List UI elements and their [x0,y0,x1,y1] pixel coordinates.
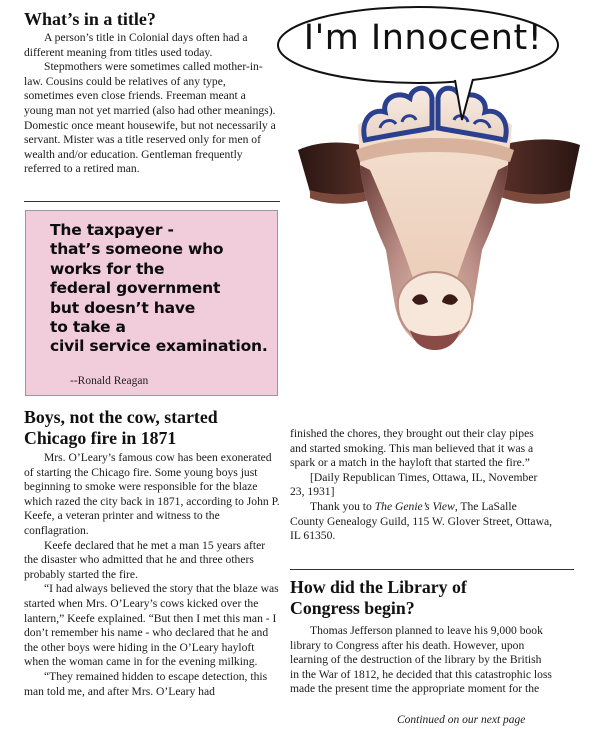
muzzle [398,272,472,342]
paragraph: [Daily Republican Times, Ottawa, IL, November 23, 1931] [290,470,538,499]
quote-line: works for the [50,259,165,278]
fire-section-body-right [290,427,552,544]
paragraph: “I had always believed the story that the blaze was started when Mrs. O’Leary’s cows kicked over the lantern,” Keefe explained. “But then I met this man - I don’t remember his name - who declared that he and the other boys were hiding in the O’Leary hayloft when the woman came in for the evening milking. [24,582,279,669]
paragraph: Keefe declared that he met a man 15 years after the disaster who admitted that he and three others probably started the fire. [24,538,266,581]
thanks-suffix: , The LaSalle County Genealogy Guild, 115 W. Glover Street, Ottawa, IL 61350. [290,499,552,543]
quote-line: The taxpayer - [50,221,174,239]
quote-attribution: --Ronald Reagan [70,375,149,387]
cow-illustration [270,0,596,395]
paragraph: Thomas Jefferson planned to leave his 9,000 book library to Congress after his death. However, upon learning of the destruction of the library by the British in the War of 1812, he decided that this catastrophic loss made the present time the appropriate moment for the [290,624,552,696]
quote-text [50,221,268,357]
quote-line: federal government [50,279,221,298]
title-section-body [24,31,276,177]
title-section-heading: What’s in a title? [24,9,156,29]
heading-line: Boys, not the cow, started [24,407,218,427]
quote-line: to take a [50,318,126,337]
speech-bubble-text: I'm Innocent! [303,18,543,58]
paragraph [290,500,552,544]
fire-section-heading [24,407,218,449]
quote-box [25,210,278,396]
heading-line: Chicago fire in 1871 [24,428,177,448]
paragraph: Mrs. O’Leary’s famous cow has been exonerated of starting the Chicago fire. Some young boys just beginning to smoke were responsible for the blaze which razed the city back in 1871, according to John P. Keefe, a veteran printer and witness to the conflagration. [24,451,280,537]
thanks-publication: The Genie’s View [374,499,455,513]
heading-line: How did the Library of [290,577,467,597]
heading-line: Congress begin? [290,598,415,618]
quote-line: civil service examination. [50,337,268,356]
library-section-heading [290,577,467,619]
quote-line: but doesn’t have [50,298,196,317]
paragraph: finished the chores, they brought out their clay pipes and started smoking. This man believed that it was a spark or a match in the hayloft that started the fire.” [290,427,534,470]
divider [290,569,574,570]
quote-line: that’s someone who [50,240,224,259]
paragraph: Stepmothers were sometimes called mother-in-law. Cousins could be relatives of any type, sometimes even close friends. Freeman meant a young man not yet married (also had other meanings). Domestic once meant housewife, but not necessarily a servant. Mister was a title reserved only for men of wealth and/or education. Gentleman frequently referred to a retired man. [24,60,276,176]
paragraph: A person’s title in Colonial days often had a different meaning from titles used today. [24,31,248,59]
divider [24,201,280,202]
thanks-prefix: Thank you to [310,499,375,513]
fire-section-body-left [24,451,280,699]
library-section-body [290,624,552,697]
continued-note: Continued on our next page [397,714,526,726]
paragraph: “They remained hidden to escape detection, this man told me, and after Mrs. O’Leary had [24,669,268,698]
